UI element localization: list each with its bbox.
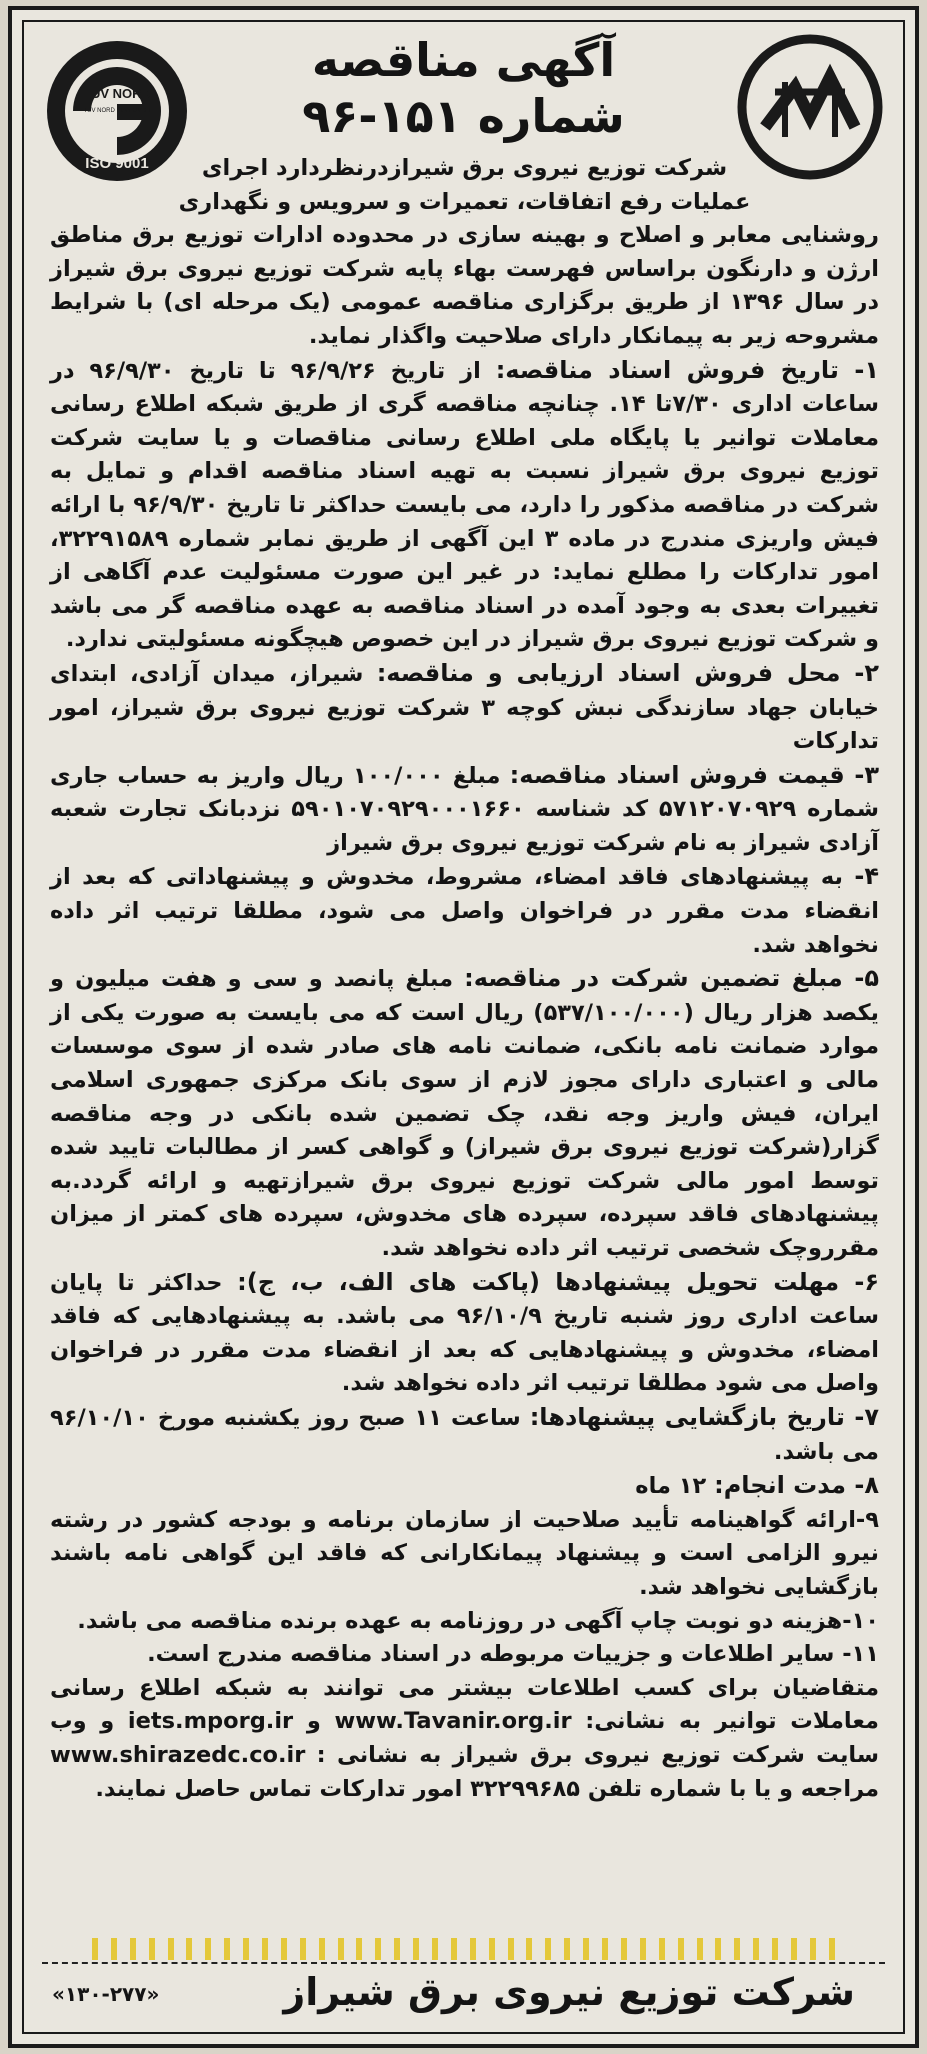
condition-text: شیراز، میدان آزادی، ابتدای خیابان جهاد سازندگی نبش کوچه ۳ شرکت توزیع نیروی برق شیراز، امور تدارکات xyxy=(50,660,880,755)
closing-paragraph xyxy=(50,1672,879,1806)
condition-item xyxy=(50,1401,879,1469)
brand-sub-text: TUV NORD IRAN GMBH xyxy=(83,108,151,114)
closing-text-3: مراجعه و یا با شماره تلفن ۳۲۲۹۹۶۸۵ امور تدارکات تماس حاصل نمایند. xyxy=(95,1775,879,1802)
condition-item xyxy=(50,860,879,962)
condition-text: از تاریخ ۹۶/۹/۲۶ تا تاریخ ۹۶/۹/۳۰ در ساعات اداری ۷/۳۰تا ۱۴. چنانچه مناقصه گری از طریق شبکه اطلاع رسانی معاملات توانیر یا پایگاه ملی اطلاع رسانی مناقصات و یا سایت شرکت توزیع نیروی برق شیراز نسبت به تهیه اسناد مناقصه اقدام و تمایل به شرکت در مناقصه مذکور را دارد، می بایست حداکثر تا تاریخ ۹۶/۹/۳۰ با ارائه فیش واریزی مندرج در ماده ۳ این آگهی از طریق نمابر شماره ۳۲۲۹۱۵۸۹، امور تدارکات را مطلع نماید: در غیر این صورت مسئولیت عدم آگاهی از تغییرات بعدی به وجود آمده در اسناد مناقصه به عهده مناقصه گر می باشد و شرکت توزیع نیروی برق شیراز در این خصوص هیچگونه مسئولیتی ندارد. xyxy=(50,357,880,653)
conditions-list xyxy=(50,354,879,1672)
condition-heading: ۶- مهلت تحویل پیشنهادها (پاکت های الف، ب، ج): xyxy=(237,1267,879,1296)
decorative-bars xyxy=(92,1938,835,1960)
footer-code: «۱۳۰-۲۷۷» xyxy=(52,1982,160,2006)
closing-text-1: متقاضیان برای کسب اطلاعات بیشتر می توانند به شبکه اطلاع رسانی معاملات توانیر به نشانی: xyxy=(50,1674,879,1735)
intro-line-1: شرکت توزیع نیروی برق شیرازدرنظردارد اجرای xyxy=(201,155,728,181)
tender-notice xyxy=(8,6,919,2048)
iso-text: ISO 9001 xyxy=(85,155,149,172)
header xyxy=(202,32,725,144)
footer-company: شرکت توزیع نیروی برق شیراز xyxy=(283,1970,855,2014)
condition-text: مبلغ ۱۰۰/۰۰۰ ریال واریز به حساب جاری شماره ۵۷۱۲۰۷۰۹۲۹ کد شناسه ۵۹۰۱۰۷۰۹۲۹۰۰۰۱۶۶۰ نزدبانک تجارت شعبه آزادی شیراز به نام شرکت توزیع نیروی برق شیراز xyxy=(50,762,879,856)
footer xyxy=(32,1968,895,2024)
notice-title: آگهی مناقصه xyxy=(311,33,616,87)
condition-item xyxy=(50,657,879,759)
condition-text: ۱۱- سایر اطلاعات و جزییات مربوطه در اسناد مناقصه مندرج است. xyxy=(147,1641,879,1668)
condition-heading: ۸- مدت انجام: xyxy=(714,1471,879,1500)
condition-item xyxy=(50,962,879,1265)
intro-line-2: عملیات رفع اتفاقات، تعمیرات و سرویس و نگهداری xyxy=(178,188,751,215)
condition-item xyxy=(50,1266,879,1401)
condition-heading: ۷- تاریخ بازگشایی پیشنهادها: xyxy=(529,1402,879,1431)
tavanir-link[interactable]: www.Tavanir.org.ir xyxy=(334,1708,572,1735)
condition-item xyxy=(50,1469,879,1504)
iets-link[interactable]: iets.mporg.ir xyxy=(127,1708,294,1735)
condition-item xyxy=(50,1638,879,1672)
condition-heading: ۲- محل فروش اسناد ارزیابی و مناقصه: xyxy=(376,658,879,687)
notice-body xyxy=(50,155,880,1806)
condition-heading: ۴- xyxy=(854,862,879,891)
condition-text: حداکثر تا پایان ساعت اداری روز شنبه تاریخ ۹۶/۱۰/۹ می باشد. به پیشنهادهایی که فاقد امضاء، مخدوش و پیشنهادهایی که بعد از انقضاء مدت مقرر در فراخوان واصل می شود مطلقا ترتیب اثر داده نخواهد شد. xyxy=(50,1269,879,1397)
condition-item xyxy=(50,1504,879,1605)
condition-text: مبلغ پانصد و سی و هفت میلیون و یکصد هزار ریال (۵۳۷/۱۰۰/۰۰۰) ریال است که می بایست به صورت یکی از موارد ضمانت نامه بانکی، ضمانت نامه های صادر شده از سوی موسسات مالی و اعتباری دارای مجوز لازم از سوی بانک مرکزی جمهوری اسلامی ایران، فیش واریز وجه نقد، چک تضمین شده بانکی در وجه مناقصه گزار(شرکت توزیع نیروی برق شیراز) و گواهی کسر از مطالبات تایید شده توسط امور مالی شرکت توزیع نیروی برق شیرازتهیه و ارائه گردد.به پیشنهادهای فاقد سپرده، سپرده های مخدوش، سپرده های کمتر از میزان مقرروچک شخصی ترتیب اثر داده نخواهد شد. xyxy=(50,966,879,1261)
condition-heading: ۱- تاریخ فروش اسناد مناقصه: xyxy=(495,355,879,384)
condition-text: ۱۰-هزینه دو نوبت چاپ آگهی در روزنامه به عهده برنده مناقصه می باشد. xyxy=(77,1607,879,1634)
brand-text: TUV NORD xyxy=(83,86,151,101)
notice-number: شماره ۱۵۱-۹۶ xyxy=(302,89,625,143)
condition-text: ساعت ۱۱ صبح روز یکشنبه مورخ ۹۶/۱۰/۱۰ می باشد. xyxy=(50,1404,879,1465)
condition-text: ۹-ارائه گواهینامه تأیید صلاحیت از سازمان برنامه و بودجه کشور در رشته نیرو الزامی است و پیشنهاد پیمانکارانی که فاقد این گواهی نامه باشند بازگشایی نخواهد شد. xyxy=(50,1506,879,1600)
condition-item xyxy=(50,354,879,657)
condition-item xyxy=(50,759,879,861)
condition-heading: ۵- مبلغ تضمین شرکت در مناقصه: xyxy=(464,964,879,993)
intro-paragraph: روشنایی معابر و اصلاح و بهینه سازی در محدوده ادارات توزیع برق مناطق ارژن و دارنگون براساس فهرست بهاء پایه شرکت توزیع نیروی برق شیراز در سال ۱۳۹۶ از طریق برگزاری مناقصه عمومی (یک مرحله ای) با شرایط مشروحه زیر به پیمانکار دارای صلاحیت واگذار نماید. xyxy=(50,222,879,349)
footer-divider xyxy=(42,1962,885,1964)
condition-item xyxy=(50,1605,879,1639)
condition-text: ۱۲ ماه xyxy=(635,1473,715,1500)
condition-heading: ۳- قیمت فروش اسناد مناقصه: xyxy=(509,760,879,789)
closing-and: و xyxy=(293,1708,321,1735)
condition-text: به پیشنهادهای فاقد امضاء، مشروط، مخدوش و پیشنهاداتی که بعد از انقضاء مدت مقرر در فراخوان واصل می شود، مطلقا ترتیب اثر داده نخواهد شد. xyxy=(50,864,879,958)
closing-text-2: و وب سایت شرکت توزیع نیروی برق شیراز به نشانی : xyxy=(50,1708,879,1768)
shirazedc-link[interactable]: www.shirazedc.co.ir xyxy=(50,1741,306,1768)
